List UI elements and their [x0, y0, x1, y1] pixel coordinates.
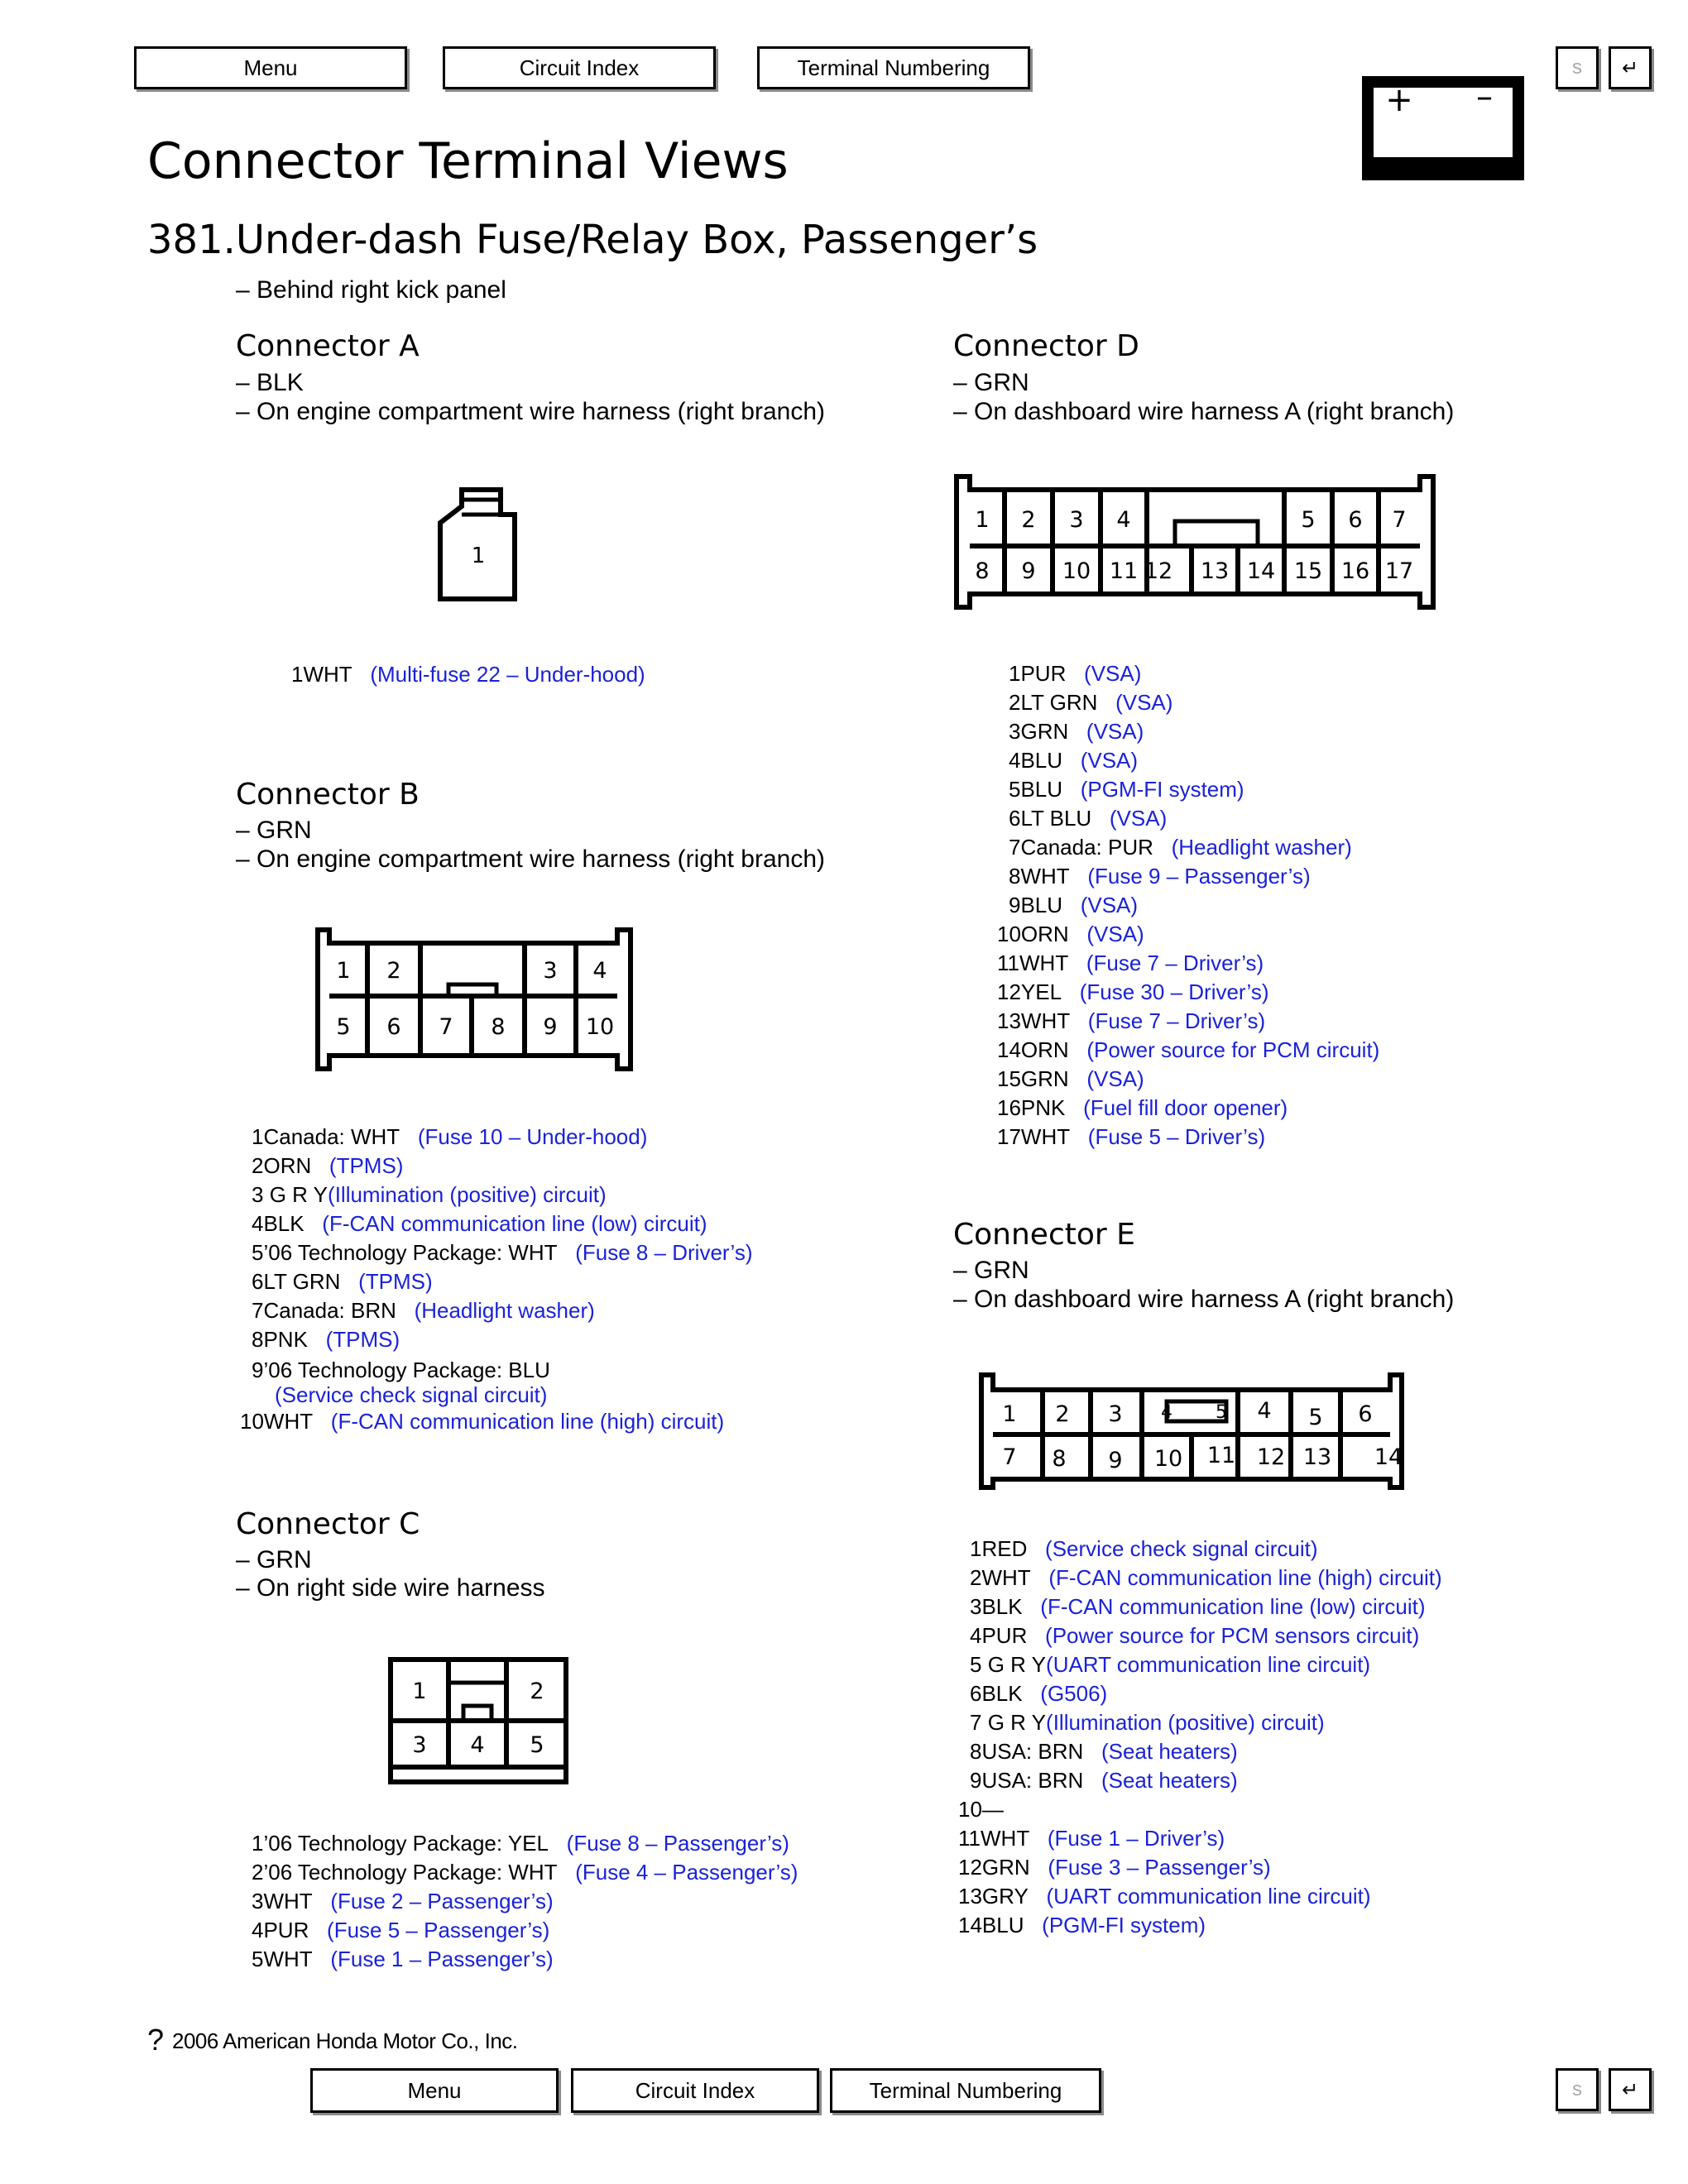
connector-d-diagram	[952, 472, 1438, 612]
cavity-label: 4	[470, 1732, 485, 1758]
cavity-label: 4	[1116, 507, 1131, 533]
return-icon[interactable]: ↵	[1609, 46, 1652, 89]
menu-button[interactable]: Menu	[134, 46, 407, 89]
menu-button-bottom[interactable]: Menu	[310, 2068, 559, 2113]
connector-b-color: – GRN	[236, 817, 312, 844]
connector-c-pin-list	[252, 1829, 798, 1974]
connector-d-harness: – On dashboard wire harness A (right branch)	[953, 398, 1455, 425]
pin-row: 14ORN (Power source for PCM circuit)	[997, 1037, 1380, 1062]
cavity-label: 12	[1256, 1444, 1286, 1470]
pin-row: 13GRY (UART communication line circuit)	[958, 1884, 1371, 1909]
cavity-label: 9	[1108, 1448, 1123, 1473]
connector-d-pin-list	[997, 659, 1379, 1152]
pin-row: 7Canada: PUR (Headlight washer)	[1009, 835, 1352, 860]
cavity-label: 15	[1293, 558, 1323, 584]
cavity-label: 2	[386, 958, 401, 984]
pin-row: 10ORN (VSA)	[997, 922, 1144, 946]
cavity-label: 17	[1384, 558, 1414, 584]
pin-row: 15GRN (VSA)	[997, 1066, 1144, 1091]
cavity-label: 8	[1052, 1446, 1067, 1472]
connector-a-cavity-label: 1	[471, 544, 486, 568]
cavity-label: 3	[1069, 507, 1084, 533]
pin-row: 8USA: BRN (Seat heaters)	[970, 1739, 1238, 1764]
connector-b-harness: – On engine compartment wire harness (right branch)	[236, 845, 826, 873]
connector-a-pin-row	[291, 660, 645, 689]
pin-row: 4BLK (F-CAN communication line (low) circuit)	[252, 1211, 707, 1236]
footer-mark: ?	[147, 2023, 165, 2057]
pin-row: 9BLU (VSA)	[1009, 893, 1139, 917]
cavity-label: 10	[585, 1014, 615, 1040]
pin-row: 3BLK (F-CAN communication line (low) circuit)	[970, 1594, 1426, 1619]
pin-row: 10—	[958, 1797, 1004, 1822]
cavity-label: 4	[592, 958, 607, 984]
battery-minus-label: –	[1476, 78, 1493, 116]
connector-b-diagram	[313, 925, 637, 1074]
cavity-label: 6	[386, 1014, 401, 1040]
connector-b-pin-list	[240, 1123, 753, 1436]
cavity-label: 9	[1021, 558, 1036, 584]
pin-row: 1PUR (VSA)	[1009, 661, 1142, 686]
cavity-label: 10	[1153, 1446, 1183, 1472]
cavity-label: 8	[975, 558, 990, 584]
cavity-label: 10	[1062, 558, 1091, 584]
cavity-label: 3	[1108, 1401, 1123, 1427]
connector-e-title: Connector E	[953, 1218, 1135, 1252]
cavity-label: 14	[1246, 558, 1276, 584]
cavity-label: 14	[1374, 1444, 1403, 1470]
connector-c-title: Connector C	[236, 1507, 420, 1541]
terminal-numbering-button[interactable]: Terminal Numbering	[757, 46, 1030, 89]
cavity-label: 16	[1340, 558, 1370, 584]
pin-row: 9’06 Technology Package: BLU (Service check signal circuit)	[252, 1358, 550, 1407]
cavity-label: 5	[336, 1014, 351, 1040]
circuit-index-button[interactable]: Circuit Index	[443, 46, 716, 89]
cavity-label: 12	[1144, 558, 1173, 584]
connector-a-title: Connector A	[236, 329, 420, 363]
connector-d-color: – GRN	[953, 369, 1029, 396]
terminal-numbering-button-bottom[interactable]: Terminal Numbering	[830, 2068, 1101, 2113]
pin-row: 1’06 Technology Package: YEL (Fuse 8 – Passenger’s)	[252, 1831, 789, 1856]
pin-row: 5WHT (Fuse 1 – Passenger’s)	[252, 1947, 554, 1971]
pin-row: 12GRN (Fuse 3 – Passenger’s)	[958, 1855, 1271, 1880]
pin-row: 3 G R Y(Illumination (positive) circuit)	[252, 1182, 607, 1207]
pin-row: 16PNK (Fuel fill door opener)	[997, 1095, 1288, 1120]
cavity-label: 4	[1161, 1402, 1172, 1423]
pin-row: 8PNK (TPMS)	[252, 1327, 400, 1352]
cavity-label: 1	[975, 507, 990, 533]
pin-wire: WHT	[303, 662, 352, 687]
pin-number: 1	[291, 662, 304, 687]
cavity-label: 6	[1358, 1401, 1373, 1427]
connector-a-diagram	[430, 480, 521, 604]
pin-row: 2WHT (F-CAN communication line (high) circuit)	[970, 1565, 1442, 1590]
pin-row: 2’06 Technology Package: WHT (Fuse 4 – Passenger’s)	[252, 1860, 798, 1885]
pin-row: 14BLU (PGM-FI system)	[958, 1913, 1206, 1937]
connector-d-title: Connector D	[953, 329, 1139, 363]
cavity-label: 2	[1055, 1401, 1070, 1427]
pin-row: 6LT GRN (TPMS)	[252, 1269, 433, 1294]
cavity-label: 1	[1002, 1401, 1017, 1427]
pin-row: 5 G R Y(UART communication line circuit)	[970, 1652, 1371, 1677]
cavity-label: 7	[439, 1014, 453, 1040]
battery-icon	[1362, 76, 1524, 180]
pin-row: 10WHT (F-CAN communication line (high) circuit)	[240, 1409, 725, 1434]
pin-row: 5BLU (PGM-FI system)	[1009, 777, 1244, 802]
pin-row: 13WHT (Fuse 7 – Driver’s)	[997, 1008, 1266, 1033]
pin-row: 9USA: BRN (Seat heaters)	[970, 1768, 1238, 1793]
pin-row: 1RED (Service check signal circuit)	[970, 1536, 1318, 1561]
cavity-label: 5	[1216, 1402, 1227, 1423]
connector-e-harness: – On dashboard wire harness A (right branch)	[953, 1286, 1455, 1313]
connector-c-color: – GRN	[236, 1546, 312, 1573]
cavity-label: 13	[1200, 558, 1230, 584]
pin-row: 4PUR (Power source for PCM sensors circuit)	[970, 1623, 1420, 1648]
pin-row: 5’06 Technology Package: WHT (Fuse 8 – Driver’s)	[252, 1240, 753, 1265]
pin-row: 3GRN (VSA)	[1009, 719, 1144, 744]
cavity-label: 6	[1348, 507, 1363, 533]
return-icon-bottom[interactable]: ↵	[1609, 2068, 1652, 2111]
cavity-label: 7	[1002, 1444, 1017, 1470]
cavity-label: 11	[1109, 558, 1139, 584]
pin-row: 17WHT (Fuse 5 – Driver’s)	[997, 1124, 1266, 1149]
circuit-index-button-bottom[interactable]: Circuit Index	[571, 2068, 819, 2113]
cavity-label: 3	[543, 958, 558, 984]
cavity-label: 5	[530, 1732, 544, 1758]
pin-row: 4PUR (Fuse 5 – Passenger’s)	[252, 1918, 550, 1942]
cavity-label: 2	[530, 1679, 544, 1704]
pin-row: 11WHT (Fuse 1 – Driver’s)	[958, 1826, 1225, 1851]
connector-b-title: Connector B	[236, 778, 420, 812]
connector-c-harness: – On right side wire harness	[236, 1574, 545, 1602]
cavity-label: 4	[1257, 1398, 1272, 1424]
previous-page-icon[interactable]: s	[1556, 46, 1599, 89]
cavity-label: 5	[1308, 1405, 1323, 1430]
cavity-label: 1	[336, 958, 351, 984]
pin-row: 3WHT (Fuse 2 – Passenger’s)	[252, 1889, 554, 1913]
page-title: Connector Terminal Views	[147, 132, 789, 190]
pin-row: 7 G R Y(Illumination (positive) circuit)	[970, 1710, 1325, 1735]
cavity-label: 5	[1301, 507, 1316, 533]
pin-row: 2ORN (TPMS)	[252, 1153, 404, 1178]
cavity-label: 7	[1392, 507, 1407, 533]
previous-page-icon-bottom[interactable]: s	[1556, 2068, 1599, 2111]
pin-row: 8WHT (Fuse 9 – Passenger’s)	[1009, 864, 1311, 888]
pin-row: 12YEL (Fuse 30 – Driver’s)	[997, 979, 1269, 1004]
pin-row: 7Canada: BRN (Headlight washer)	[252, 1298, 595, 1323]
connector-e-color: – GRN	[953, 1257, 1029, 1284]
pin-row: 1Canada: WHT (Fuse 10 – Under-hood)	[252, 1124, 648, 1149]
connector-c-diagram	[386, 1655, 571, 1787]
cavity-label: 11	[1206, 1443, 1236, 1468]
connector-a-color: – BLK	[236, 369, 304, 396]
battery-plus-label: +	[1385, 81, 1413, 119]
pin-row: 11WHT (Fuse 7 – Driver’s)	[997, 951, 1264, 975]
copyright-text: 2006 American Honda Motor Co., Inc.	[172, 2028, 518, 2053]
pin-row: 6LT BLU (VSA)	[1009, 806, 1168, 831]
cavity-label: 9	[543, 1014, 558, 1040]
pin-row: 4BLU (VSA)	[1009, 748, 1139, 773]
pin-row: 6BLK (G506)	[970, 1681, 1108, 1706]
connector-e-diagram	[976, 1370, 1410, 1492]
cavity-label: 1	[412, 1679, 427, 1704]
pin-description: (Multi-fuse 22 – Under-hood)	[370, 662, 645, 687]
cavity-label: 2	[1021, 507, 1036, 533]
location-note: – Behind right kick panel	[236, 276, 506, 304]
cavity-label: 3	[412, 1732, 427, 1758]
cavity-label: 13	[1302, 1444, 1332, 1470]
cavity-label: 8	[491, 1014, 506, 1040]
connector-a-harness: – On engine compartment wire harness (right branch)	[236, 398, 826, 425]
pin-row: 2LT GRN (VSA)	[1009, 690, 1173, 715]
section-title: 381.Under-dash Fuse/Relay Box, Passenger’s	[147, 217, 1038, 263]
connector-e-pin-list	[958, 1535, 1442, 1940]
